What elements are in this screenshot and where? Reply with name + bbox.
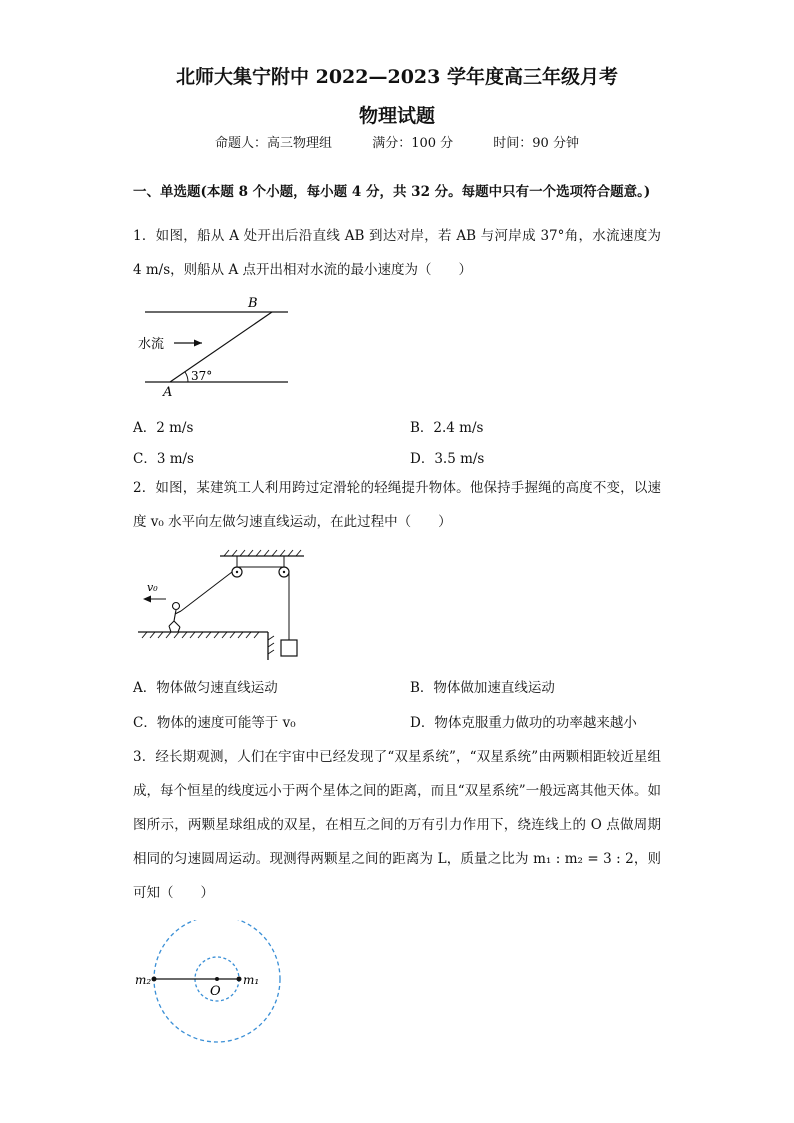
question-2-text: 2．如图，某建筑工人利用跨过定滑轮的轻绳提升物体。他保持手握绳的高度不变，以速度 v₀ 水平向左做匀速直线运动，在此过程中（ ） [133,480,661,530]
block-icon [281,640,297,656]
q1-option-b: B．2.4 m/s [410,420,484,436]
section-heading: 一、单选题(本题 8 个小题，每小题 4 分，共 32 分。每题中只有一个选项符合题意。) [133,184,651,200]
question-3-text: 3．经长期观测，人们在宇宙中已经发现了“双星系统”，“双星系统”由两颗相距较近星组成，每个恒星的线度远小于两个星体之间的距离，而且“双星系统”一般远离其他天体。如图所示，两颗星球组成的双星，在相互之间的万有引力作用下，绕连线上的 O 点做周期相同的匀速圆周运动。现测得两颗星之间的距离为 L，质量之比为 m₁ : m₂ = 3 : 2，则可知（ ） [133,749,661,901]
ground-hatch [142,632,274,654]
worker-icon [169,603,181,633]
velocity-label: v₀ [147,581,158,594]
flow-label: 水流 [138,337,165,352]
point-a-label: A [163,385,173,400]
q1-river-figure [130,292,300,400]
q2-option-c: C．物体的速度可能等于 v₀ [133,715,296,731]
q3-binary-star-figure [130,920,310,1045]
m2-label: m₂ [135,973,152,987]
exam-meta [0,132,794,151]
exam-title: 北师大集宁附中 2022—2023 学年度高三年级月考 [176,66,618,88]
q1-option-c: C．3 m/s [133,451,194,467]
point-b-label: B [248,296,258,311]
flow-arrow-icon [194,340,202,347]
angle-arc [185,372,188,382]
exam-subtitle: 物理试题 [358,105,435,127]
time-text: 时间：90 分钟 [493,136,579,151]
star-m2-icon [152,977,157,982]
q2-option-a: A．物体做匀速直线运动 [133,680,278,696]
q1-option-d: D．3.5 m/s [410,451,485,467]
question-1-text: 1．如图，船从 A 处开出后沿直线 AB 到达对岸，若 AB 与河岸成 37°角，水流速度为 4 m/s，则船从 A 点开出相对水流的最小速度为（ ） [133,228,661,278]
q2-option-d: D．物体克服重力做功的功率越来越小 [410,715,637,731]
angle-label: 37° [191,369,213,383]
velocity-arrow-icon [143,596,151,603]
author-text: 命题人：高三物理组 [215,136,333,151]
rope-slant [181,572,232,611]
star-m1-icon [237,977,242,982]
q1-option-a: A．2 m/s [133,420,194,436]
center-o-icon [215,977,219,981]
ceiling-hatch [224,550,301,556]
m1-label: m₁ [243,973,260,987]
path-ab-line [170,312,272,382]
o-label: O [210,984,221,999]
q2-pulley-figure [134,548,309,663]
q2-option-b: B．物体做加速直线运动 [410,680,555,696]
score-text: 满分：100 分 [372,136,454,151]
